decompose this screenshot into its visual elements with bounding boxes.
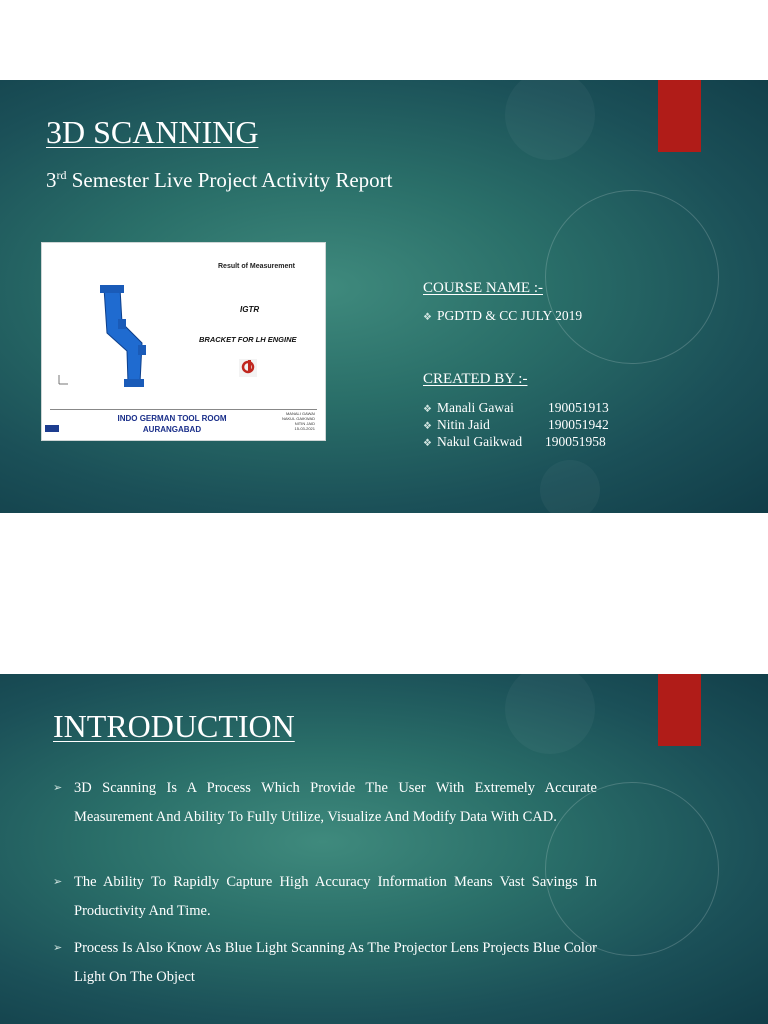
course-name-item: ❖ PGDTD & CC JULY 2019 bbox=[423, 308, 583, 323]
background-bubble bbox=[540, 460, 600, 513]
decorative-circle bbox=[545, 190, 719, 364]
accent-red-bar bbox=[658, 80, 701, 152]
arrow-bullet-icon: ➢ bbox=[53, 782, 63, 794]
slide-title: INTRODUCTION bbox=[53, 708, 295, 744]
bracket-part-image bbox=[82, 283, 182, 403]
background-bubble bbox=[505, 80, 595, 160]
slide-title: 3D SCANNING bbox=[46, 114, 259, 150]
result-label: Result of Measurement bbox=[218, 263, 296, 270]
diamond-bullet-icon: ❖ bbox=[423, 421, 432, 432]
diamond-bullet-icon: ❖ bbox=[423, 404, 432, 415]
intro-list-item: ➢ Process Is Also Know As Blue Light Scanning As The Projector Lens Projects Blue Color Light On The Object bbox=[53, 934, 598, 992]
title-slide bbox=[0, 80, 768, 513]
thumbnail-divider bbox=[50, 409, 317, 410]
introduction-slide bbox=[0, 674, 768, 1024]
thumbnail-footer-title: INDO GERMAN TOOL ROOM AURANGABAD bbox=[117, 414, 227, 434]
igtr-logo-icon bbox=[239, 359, 257, 377]
accent-red-bar bbox=[658, 674, 701, 746]
intro-list-item: ➢ The Ability To Rapidly Capture High Accuracy Information Means Vast Savings In Productivity And Time. bbox=[53, 868, 598, 926]
org-short-label: IGTR bbox=[240, 305, 260, 314]
background-bubble bbox=[505, 674, 595, 754]
diamond-bullet-icon: ❖ bbox=[423, 438, 432, 449]
part-name-label: BRACKET FOR LH ENGINE bbox=[199, 335, 297, 344]
course-name-heading: COURSE NAME :- bbox=[423, 280, 544, 296]
created-by-heading: CREATED BY :- bbox=[423, 371, 528, 387]
member-row: ❖ Nitin Jaid 190051942 bbox=[423, 417, 609, 432]
thumbnail-names: MANALI GAWAI NAKUL GAIKWAD NITIN JAID 15-03-2021 bbox=[281, 411, 315, 431]
member-row: ❖ Nakul Gaikwad 190051958 bbox=[423, 434, 606, 449]
member-row: ❖ Manali Gawai 190051913 bbox=[423, 400, 609, 415]
measurement-report-thumbnail bbox=[41, 242, 326, 441]
diamond-bullet-icon: ❖ bbox=[423, 312, 432, 323]
slide-subtitle: 3rd Semester Live Project Activity Report bbox=[46, 168, 393, 192]
arrow-bullet-icon: ➢ bbox=[53, 942, 63, 954]
intro-list-item: ➢ 3D Scanning Is A Process Which Provide The User With Extremely Accurate Measurement And Ability To Fully Utilize, Visualize And Modify Data With CAD. bbox=[53, 774, 598, 861]
axis-triad-icon bbox=[56, 373, 70, 387]
arrow-bullet-icon: ➢ bbox=[53, 876, 63, 888]
